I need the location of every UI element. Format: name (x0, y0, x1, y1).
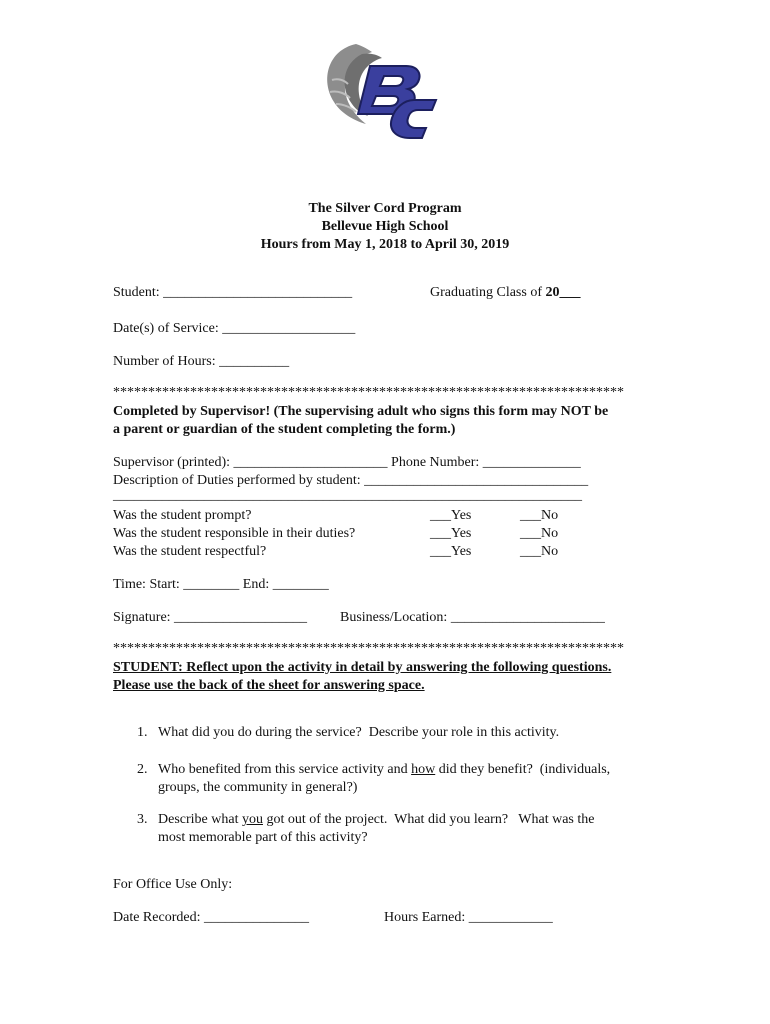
question-respectful: Was the student respectful? (113, 544, 267, 559)
responsible-no-option[interactable]: ___No (520, 526, 559, 541)
date-recorded-field[interactable]: Date Recorded: _______________ (113, 910, 309, 925)
question-3-part-b: got out of the project. What did you learn? What was the (262, 812, 595, 827)
office-use-label: For Office Use Only: (113, 877, 233, 892)
question-2-number: 2. (137, 762, 148, 777)
supervisor-heading-2: a parent or guardian of the student completing the form.) (113, 422, 456, 437)
question-1-text: What did you do during the service? Describe your role in this activity. (158, 725, 560, 740)
graduating-class-field[interactable] (430, 284, 580, 302)
supervisor-heading-1: Completed by Supervisor! (The supervising adult who signs this form may NOT be (113, 404, 609, 419)
bc-letters (358, 66, 436, 138)
hours-range: Hours from May 1, 2018 to April 30, 2019 (260, 237, 510, 252)
student-heading-2: Please use the back of the sheet for answering space. (113, 678, 425, 693)
student-heading-1: STUDENT: Reflect upon the activity in detail by answering the following questions. (113, 660, 612, 675)
prompt-yes-option[interactable]: ___Yes (430, 508, 472, 523)
time-field[interactable]: Time: Start: ________ End: ________ (113, 577, 329, 592)
respectful-yes-option[interactable]: ___Yes (430, 544, 472, 559)
business-location-field[interactable]: Business/Location: ______________________ (340, 610, 605, 625)
school-logo (318, 40, 438, 152)
question-2-part-a: Who benefited from this service activity and (158, 762, 412, 777)
program-title: The Silver Cord Program (308, 201, 462, 216)
question-3-underlined: you (241, 812, 263, 827)
question-responsible: Was the student responsible in their duties? (113, 526, 356, 541)
question-3-number: 3. (137, 812, 148, 827)
duties-description-field[interactable]: Description of Duties performed by student: ________________________________ (113, 473, 589, 488)
question-3-text-line2: most memorable part of this activity? (158, 830, 368, 845)
duties-description-line[interactable]: ___________________________________________________________________ (113, 488, 582, 503)
number-of-hours-field[interactable]: Number of Hours: __________ (113, 354, 290, 369)
student-field[interactable]: Student: ___________________________ (113, 285, 353, 300)
graduating-class-label: Graduating Class of (430, 285, 546, 300)
school-name: Bellevue High School (321, 219, 449, 234)
question-2-part-b: did they benefit? (individuals, (435, 762, 611, 777)
question-2-underlined: how (411, 762, 436, 777)
question-3-part-a: Describe what (158, 812, 242, 827)
respectful-no-option[interactable]: ___No (520, 544, 559, 559)
divider-bottom: ************************************************************************* (113, 641, 624, 656)
question-1-number: 1. (137, 725, 148, 740)
supervisor-printed-field[interactable]: Supervisor (printed): ______________________ Phone Number: ______________ (113, 455, 581, 470)
divider-top: ************************************************************************* (113, 385, 624, 400)
question-prompt: Was the student prompt? (113, 508, 252, 523)
hours-earned-field[interactable]: Hours Earned: ____________ (384, 910, 553, 925)
responsible-yes-option[interactable]: ___Yes (430, 526, 472, 541)
prompt-no-option[interactable]: ___No (520, 508, 559, 523)
dates-of-service-field[interactable]: Date(s) of Service: ___________________ (113, 321, 356, 336)
signature-field[interactable]: Signature: ___________________ (113, 610, 308, 625)
question-2-text (158, 761, 610, 779)
question-3-text (158, 811, 594, 829)
graduating-class-value: 20___ (545, 285, 581, 300)
question-2-text-line2: groups, the community in general?) (158, 780, 358, 795)
